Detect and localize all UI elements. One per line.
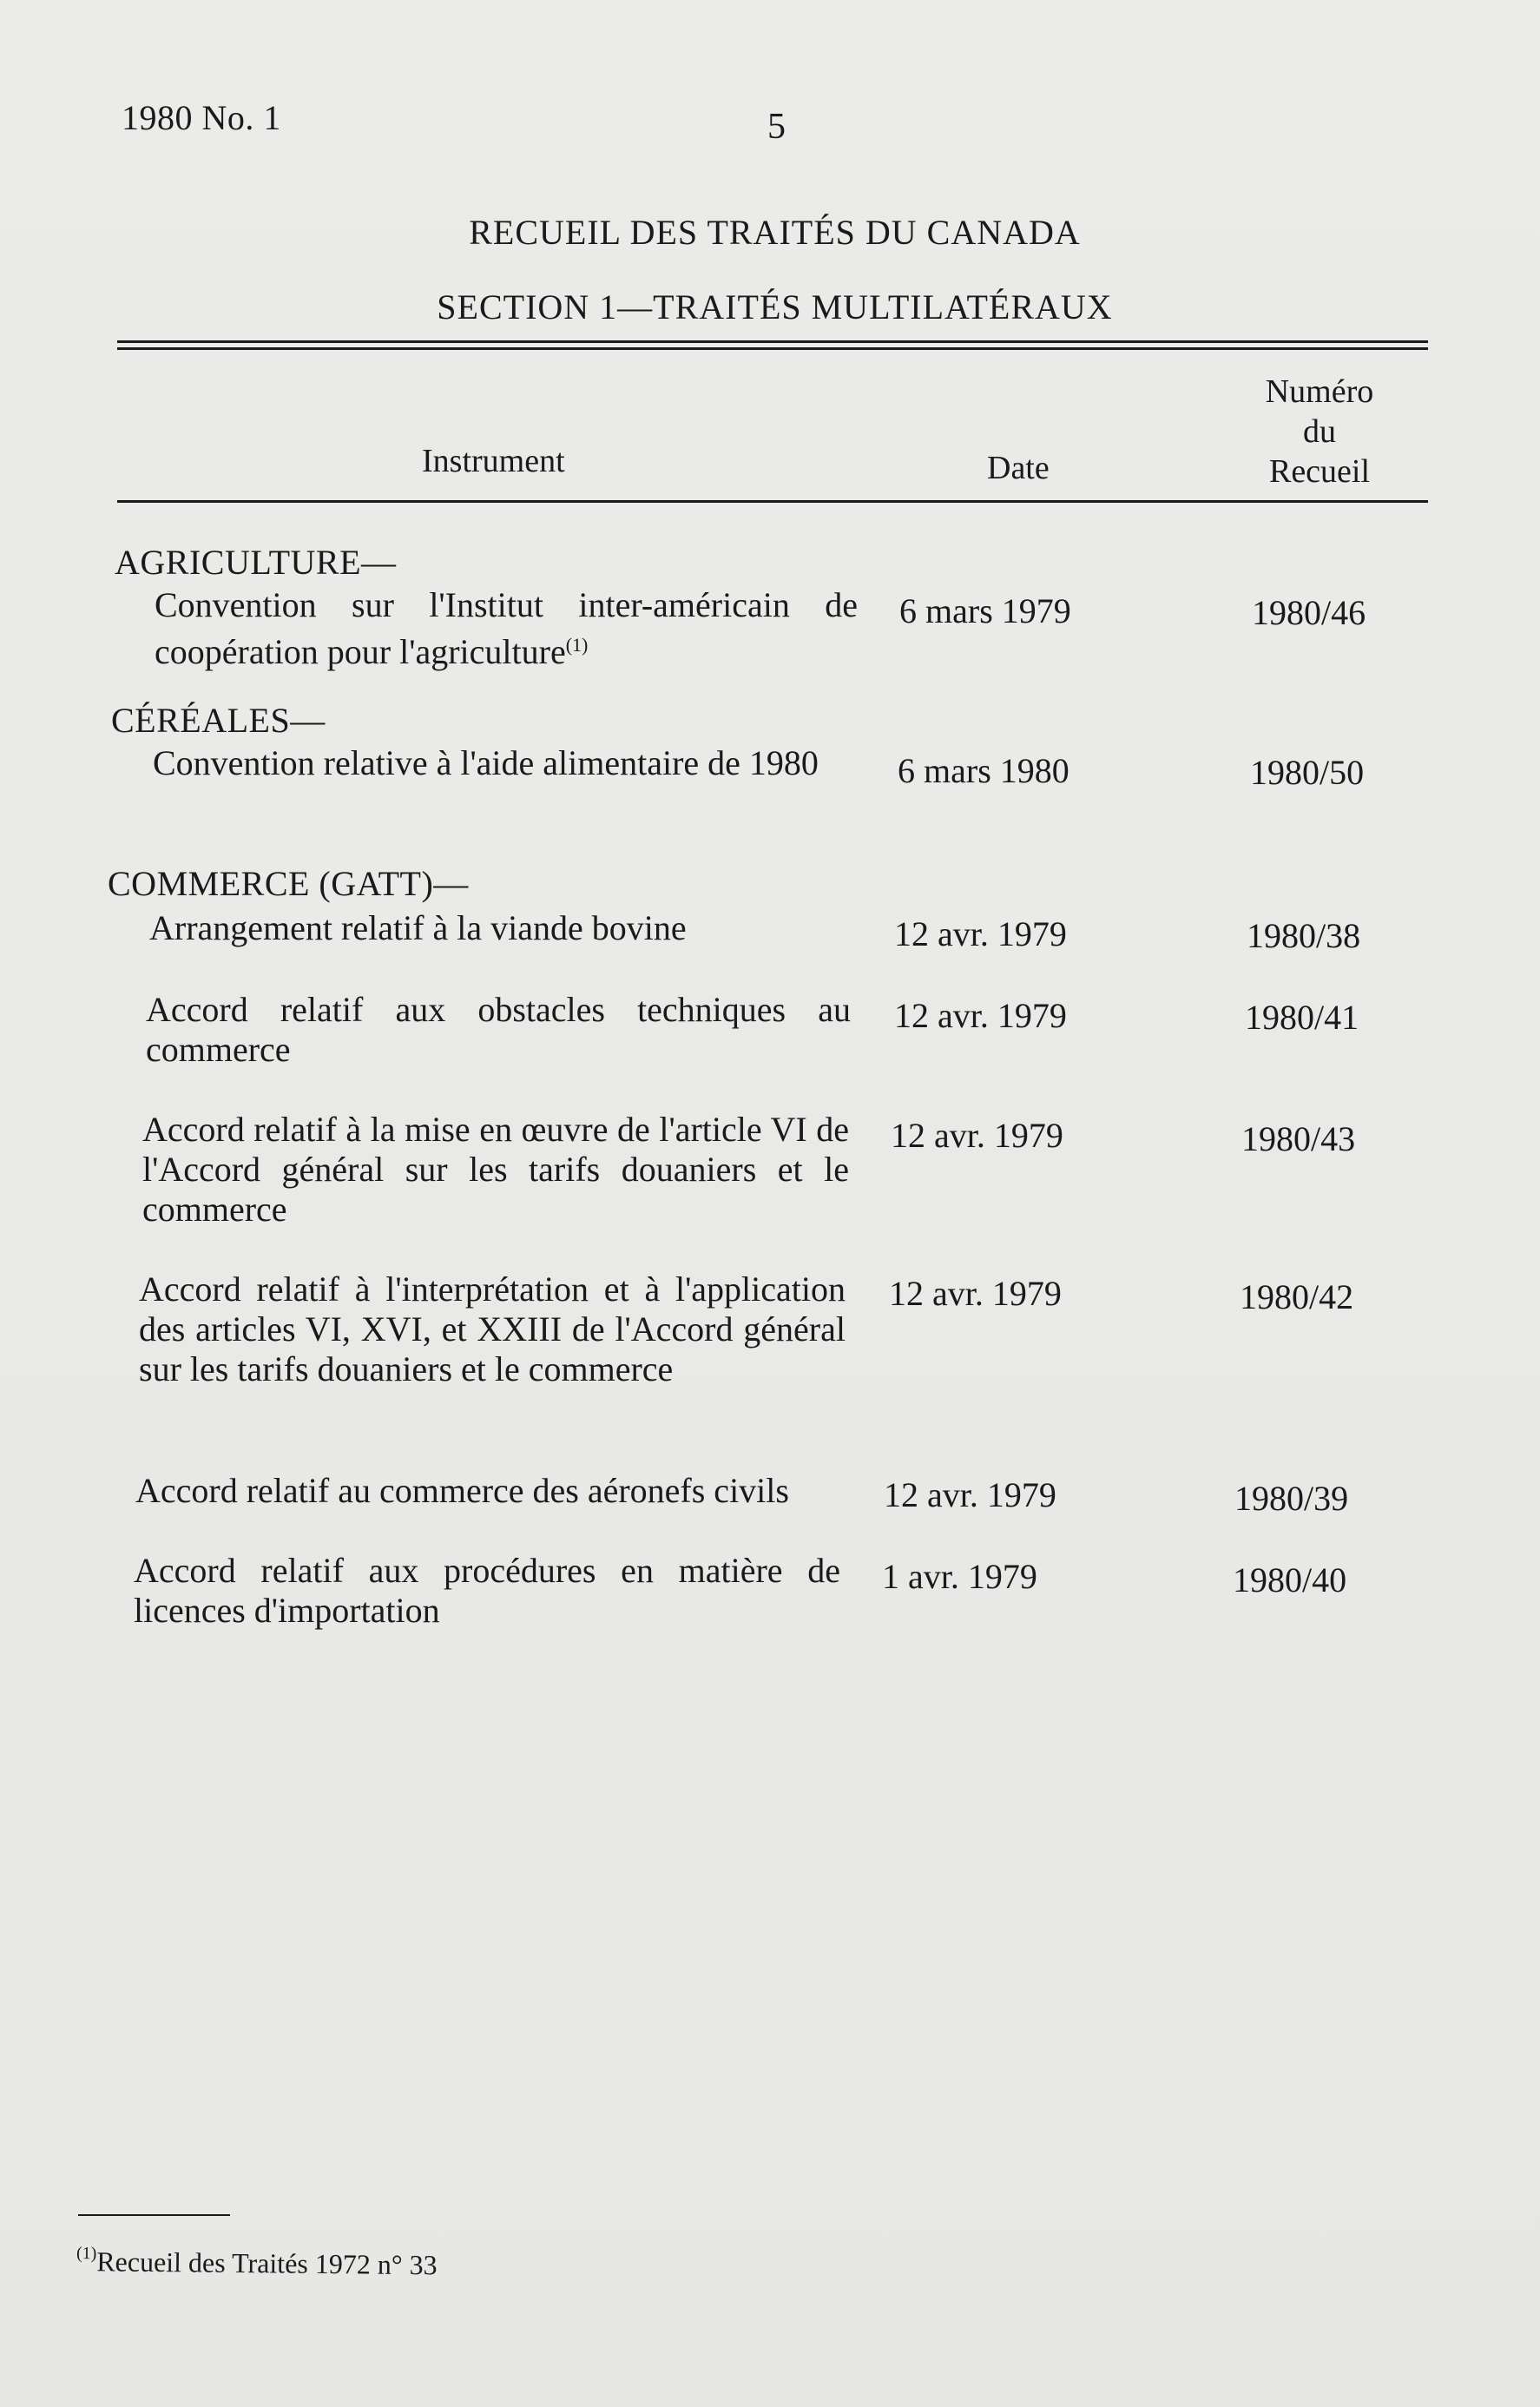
instrument-entry: Accord relatif à l'interprétation et à l'application des articles VI, XVI, et XXIII de l'Accord général sur les tarifs douaniers et le commerce <box>139 1269 846 1388</box>
entry-date: 12 avr. 1979 <box>894 914 1067 953</box>
entry-number: 1980/39 <box>1234 1479 1349 1518</box>
entry-number: 1980/43 <box>1241 1119 1356 1158</box>
column-header-instrument: Instrument <box>422 443 565 479</box>
column-header-date: Date <box>987 450 1050 486</box>
instrument-entry: Accord relatif à la mise en œuvre de l'article VI de l'Accord général sur les tarifs douaniers et le commerce <box>142 1110 849 1229</box>
instrument-entry: Accord relatif au commerce des aéronefs civils <box>135 1471 789 1510</box>
column-header-numero <box>1233 372 1406 491</box>
entry-number: 1980/50 <box>1250 753 1365 792</box>
title-double-rule <box>117 340 1428 350</box>
footnote-rule <box>78 2214 230 2216</box>
category-heading: CÉRÉALES— <box>111 701 326 740</box>
header-rule <box>117 500 1428 503</box>
entry-number: 1980/46 <box>1252 593 1366 632</box>
instrument-entry: Convention relative à l'aide alimentaire de 1980 <box>153 743 819 782</box>
footnote-text: Recueil des Traités 1972 n° 33 <box>96 2245 438 2281</box>
column-header-numero-line: Recueil <box>1268 453 1371 490</box>
instrument-entry: Accord relatif aux procédures en matière de licences d'importation <box>134 1551 840 1630</box>
footnote <box>76 2244 438 2281</box>
entry-date: 12 avr. 1979 <box>894 996 1067 1035</box>
category-heading: AGRICULTURE— <box>115 543 397 582</box>
column-header-numero-line: Numéro <box>1265 373 1374 410</box>
entry-number: 1980/41 <box>1245 998 1359 1037</box>
entry-date: 6 mars 1980 <box>898 751 1069 790</box>
section-title: SECTION 1—TRAITÉS MULTILATÉRAUX <box>437 287 1113 326</box>
footnote-reference: (1) <box>565 634 589 656</box>
footnote-mark: (1) <box>76 2244 97 2264</box>
entry-date: 12 avr. 1979 <box>891 1116 1063 1155</box>
entry-number: 1980/40 <box>1233 1560 1347 1599</box>
entry-date: 12 avr. 1979 <box>889 1274 1062 1313</box>
header-year-number: 1980 No. 1 <box>122 98 281 137</box>
instrument-text: Convention sur l'Institut inter-américain de coopération pour l'agriculture <box>155 585 858 671</box>
entry-date: 1 avr. 1979 <box>882 1557 1037 1596</box>
instrument-entry <box>155 585 858 672</box>
entry-date: 6 mars 1979 <box>899 591 1071 630</box>
instrument-entry: Accord relatif aux obstacles techniques au commerce <box>146 990 851 1069</box>
instrument-entry: Arrangement relatif à la viande bovine <box>149 908 687 947</box>
collection-title: RECUEIL DES TRAITÉS DU CANADA <box>469 213 1081 252</box>
page-number: 5 <box>767 107 786 147</box>
entry-number: 1980/42 <box>1240 1277 1354 1316</box>
entry-date: 12 avr. 1979 <box>884 1475 1056 1514</box>
column-header-numero-line: du <box>1303 413 1336 450</box>
entry-number: 1980/38 <box>1247 916 1361 955</box>
category-heading: COMMERCE (GATT)— <box>108 864 469 903</box>
